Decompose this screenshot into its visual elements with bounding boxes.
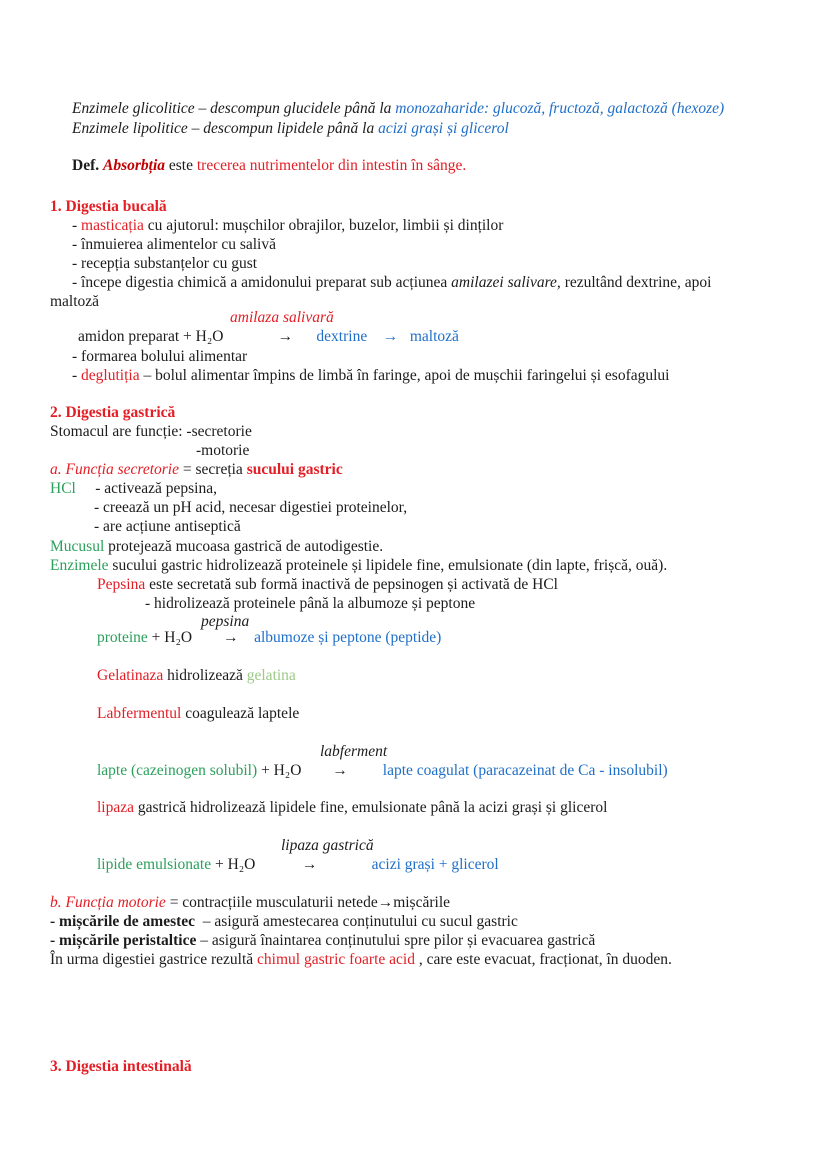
text-segment: albumoze și peptone (peptide) (254, 629, 442, 646)
text-segment (398, 328, 410, 345)
text-segment: – bolul alimentar împins de limbă în faringe, apoi de mușchii faringelui și esofagului (139, 367, 670, 384)
text-segment (192, 629, 223, 646)
text-segment: maltoză (409, 328, 459, 345)
line-labferment-label (320, 742, 387, 761)
text-segment: proteine (97, 629, 148, 646)
text-segment (317, 856, 371, 873)
equation-amidon (78, 327, 459, 346)
heading-digestia-gastrica (50, 403, 175, 422)
text-segment: – asigură amestecarea conținutului cu sucul gastric (195, 913, 518, 930)
text-segment: + H₂O (257, 762, 302, 779)
line-formarea-bolului (72, 347, 247, 366)
text-segment: pepsina (201, 613, 250, 630)
text-segment: monozaharide: glucoză, fructoză, galactoză (hexoze) (395, 100, 725, 117)
line-deglutitia (72, 366, 670, 385)
text-segment: coagulează laptele (181, 705, 300, 722)
text-segment: Def. (72, 157, 103, 174)
line-ph-acid (94, 498, 407, 517)
text-segment: - activează pepsina, (95, 480, 217, 497)
line-hcl-pepsina (50, 479, 217, 498)
text-segment: → (223, 629, 239, 646)
text-segment: lipaza (97, 799, 135, 816)
text-segment: - hidrolizează proteinele până la albumoze și peptone (145, 595, 476, 612)
text-segment (255, 856, 302, 873)
equation-lipide (97, 855, 499, 874)
line-maltoza-wrap (50, 292, 99, 311)
text-segment: – asigură înaintarea conținutului spre pilor și evacuarea gastrică (196, 932, 596, 949)
text-segment: → (332, 762, 348, 779)
text-segment: Enzimele lipolitice – descompun lipidele până la (72, 120, 379, 137)
text-segment: amilazei salivare, (451, 274, 561, 291)
line-motorie (196, 441, 249, 460)
text-segment: Labfermentul (97, 705, 182, 722)
text-segment: a. Funcția secretorie (50, 461, 179, 478)
text-segment: - înmuierea alimentelor cu salivă (72, 236, 276, 253)
text-segment: 2. Digestia gastrică (50, 404, 176, 421)
text-segment: protejează mucoasa gastrică de autodigestie. (104, 538, 384, 555)
text-segment: sucului gastric hidrolizează proteinele și lipidele fine, emulsionate (din lapte, frișcă, ouă). (108, 557, 668, 574)
line-miscarile-amestec (50, 912, 518, 931)
text-segment: - (72, 217, 82, 234)
text-segment: , care este evacuat, fracționat, în duoden. (414, 951, 672, 968)
text-segment: → (277, 328, 294, 345)
text-segment (76, 480, 95, 497)
text-segment: labferment (320, 743, 388, 760)
line-functia-motorie (50, 893, 450, 912)
text-segment: hidrolizează (163, 667, 247, 684)
line-receptia (72, 254, 257, 273)
text-segment: HCl (50, 480, 76, 497)
text-segment: = secreția (179, 461, 247, 478)
text-segment: Pepsina (97, 576, 146, 593)
text-segment: gastrică hidrolizează lipidele fine, emulsionate până la acizi grași și glicerol (134, 799, 608, 816)
text-segment: - (72, 367, 82, 384)
text-segment: - începe digestia chimică a amidonului preparat sub acțiunea (72, 274, 452, 291)
text-segment: Enzimele (50, 557, 109, 574)
text-segment: Mucusul (50, 538, 105, 555)
text-segment: maltoză (50, 293, 100, 310)
text-segment: cu ajutorul: mușchilor obrajilor, buzelor, limbii și dinților (143, 217, 504, 234)
text-segment: acizi grași și glicerol (378, 120, 509, 137)
text-segment: Gelatinaza (97, 667, 164, 684)
text-segment: gelatina (246, 667, 296, 684)
line-incepe-digestia (72, 273, 711, 292)
text-segment: - recepția substanțelor cu gust (72, 255, 258, 272)
text-segment: = contracțiile musculaturii netede→mișcările (165, 894, 451, 911)
line-gelatinaza (97, 666, 296, 685)
text-segment: rezultând dextrine, apoi (560, 274, 712, 291)
text-segment: -motorie (196, 442, 250, 459)
line-miscarile-peristaltice (50, 931, 595, 950)
line-enzime-glicolitice (72, 99, 724, 118)
line-lipaza-gastrica (97, 798, 607, 817)
line-stomacul-functie (50, 422, 252, 441)
text-segment (301, 762, 332, 779)
text-segment: 3. Digestia intestinală (50, 1058, 192, 1075)
text-segment: amidon preparat + H₂O (78, 328, 224, 345)
line-masticatia (72, 216, 503, 235)
text-segment: → (301, 856, 318, 873)
text-segment: trecerea nutrimentelor din intestin în sânge. (196, 157, 467, 174)
line-pepsina-secretata (97, 575, 558, 594)
text-segment: - formarea bolului alimentar (72, 348, 248, 365)
text-segment: lipaza gastrică (281, 837, 374, 854)
line-amilaza-salivara-label (230, 308, 334, 327)
text-segment: acizi grași + glicerol (371, 856, 499, 873)
text-segment (239, 629, 255, 646)
text-segment: chimul gastric foarte acid (257, 951, 415, 968)
line-functia-secretorie (50, 460, 343, 479)
text-segment: Stomacul are funcție: -secretorie (50, 423, 252, 440)
heading-digestia-intestinala (50, 1057, 192, 1076)
text-segment (367, 328, 383, 345)
line-enzime-lipolitice (72, 119, 509, 138)
text-segment: este secretată sub formă inactivă de pepsinogen și activată de HCl (145, 576, 558, 593)
equation-proteine (97, 628, 441, 647)
text-segment: - mișcările peristaltice (50, 932, 197, 949)
line-antiseptica (94, 517, 241, 536)
text-segment: lapte (cazeinogen solubil) (97, 762, 258, 779)
line-mucusul (50, 537, 383, 556)
text-segment (223, 328, 277, 345)
line-enzimele-sucului (50, 556, 667, 575)
text-segment: - are acțiune antiseptică (94, 518, 241, 535)
text-segment: 1. Digestia bucală (50, 198, 167, 215)
text-segment: + H₂O (211, 856, 256, 873)
text-segment: b. Funcția motorie (50, 894, 166, 911)
text-segment: deglutiția (81, 367, 140, 384)
text-segment (293, 328, 316, 345)
text-segment: + H₂O (147, 629, 193, 646)
text-segment: amilaza salivară (230, 309, 334, 326)
line-hidrolizeaza-proteinele (145, 594, 475, 613)
line-inmuierea (72, 235, 276, 254)
text-segment: - creează un pH acid, necesar digestiei proteinelor, (94, 499, 408, 516)
line-labfermentul (97, 704, 299, 723)
line-def-absorbtia (72, 156, 466, 175)
text-segment: masticația (81, 217, 144, 234)
text-segment: dextrine (316, 328, 368, 345)
text-segment: - mișcările de amestec (50, 913, 196, 930)
line-lipaza-gastrica-label (281, 836, 374, 855)
text-segment: lipide emulsionate (97, 856, 212, 873)
heading-digestia-bucala (50, 197, 167, 216)
text-segment: Enzimele glicolitice – descompun glucidele până la (72, 100, 396, 117)
text-segment: sucului gastric (246, 461, 343, 478)
text-segment: → (382, 328, 399, 345)
text-segment: În urma digestiei gastrice rezultă (50, 951, 258, 968)
text-segment: Absorbția (103, 157, 166, 174)
equation-lapte (97, 761, 668, 780)
text-segment: este (165, 157, 197, 174)
text-segment (348, 762, 383, 779)
line-in-urma-digestiei (50, 950, 672, 969)
text-segment: lapte coagulat (paracazeinat de Ca - insolubil) (382, 762, 668, 779)
